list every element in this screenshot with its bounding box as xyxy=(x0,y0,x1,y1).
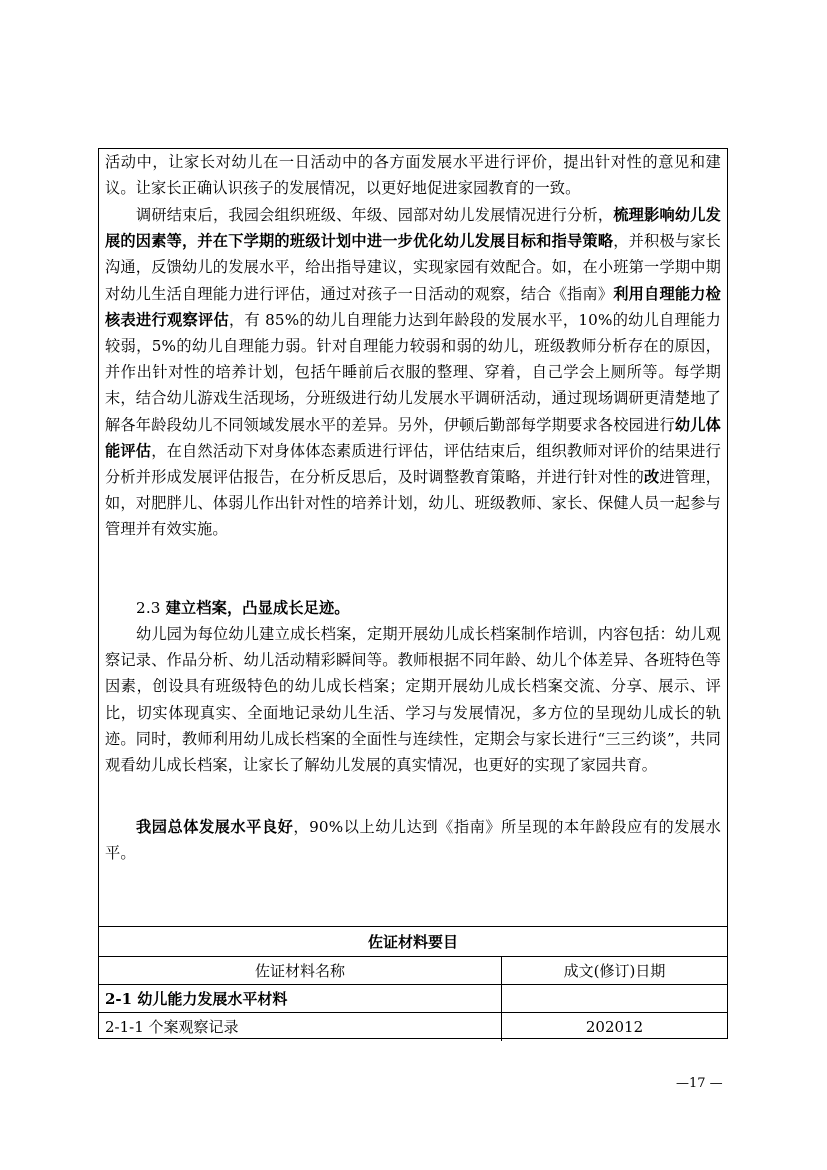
bold-text-segment: 利用自理能力检核表进行观察评估 xyxy=(105,284,721,329)
row-date xyxy=(502,985,727,1012)
content-cell xyxy=(99,149,727,927)
header-name: 佐证材料名称 xyxy=(99,957,502,984)
text-segment: ，有 85%的幼儿自理能力达到年龄段的发展水平，10%的幼儿自理能力较弱，5%的幼儿自理能力弱。针对自理能力较弱和弱的幼儿，班级教师分析存在的原因，并作出针对性的培养计划，包括午睡前后衣服的整理、穿着，自己学会上厕所等。每学期末，结合幼儿游戏生活现场，分班级进行幼儿发展水平调研活动，通过现场调研更清楚地了解各年龄段幼儿不同领域发展水平的差异。另外，伊顿后勤部每学期要求各校园进行 xyxy=(105,310,721,434)
evidence-table-header xyxy=(99,957,727,985)
text-segment: ，90%以上幼儿达到《指南》所呈现的本年龄段应有的发展水平。 xyxy=(105,818,721,863)
text-segment: 幼儿园为每位幼儿建立成长档案，定期开展幼儿成长档案制作培训，内容包括：幼儿观察记录、作品分析、幼儿活动精彩瞬间等。教师根据不同年龄、幼儿个体差异、各班特色等因素，创设具有班级特色的幼儿成长档案；定期开展幼儿成长档案交流、分享、展示、评比，切实体现真实、全面地记录幼儿生活、学习与发展情况，多方位的呈现幼儿成长的轨迹。同时，教师利用幼儿成长档案的全面性与连续性，定期会与家长进行“三三约谈”，共同观看幼儿成长档案，让家长了解幼儿发展的真实情况，也更好的实现了家园共育。 xyxy=(105,625,721,775)
text-segment: ，并积极与家长沟通，反馈幼儿的发展水平，给出指导建议，实现家园有效配合。如，在小班第一学期中期对幼儿生活自理能力进行评估，通过对孩子一日活动的观察，结合《指南》 xyxy=(105,232,721,303)
table-row xyxy=(99,985,727,1013)
paragraph-4 xyxy=(105,621,721,778)
document-frame xyxy=(98,148,728,1039)
paragraph-1 xyxy=(105,149,721,201)
table-row xyxy=(99,1013,727,1041)
text-segment: 调研结束后，我园会组织班级、年级、园部对幼儿发展情况进行分析， xyxy=(136,206,614,224)
text-segment: 活动中，让家长对幼儿在一日活动中的各方面发展水平进行评价，提出针对性的意见和建议。让家长正确认识孩子的发展情况，以更好地促进家园教育的一致。 xyxy=(105,153,721,198)
row-name: 2-1-1 个案观察记录 xyxy=(99,1013,502,1041)
bold-text-segment: 建立档案，凸显成长足迹。 xyxy=(165,599,350,617)
header-date: 成文(修订)日期 xyxy=(563,962,666,980)
row-date: 202012 xyxy=(585,1018,644,1036)
row-name: 2-1 幼儿能力发展水平材料 xyxy=(99,985,502,1012)
text-segment: 2.3 xyxy=(136,599,166,617)
bold-text-segment: 幼儿体能评估 xyxy=(105,415,721,460)
paragraph-5 xyxy=(105,814,721,866)
bold-text-segment: 梳理影响幼儿发展的因素等，并在下学期的班级计划中进一步优化幼儿发展目标和指导策略 xyxy=(105,206,721,251)
text-segment: 进管理，如，对肥胖儿、体弱儿作出针对性的培养计划，幼儿、班级教师、家长、保健人员一起参与管理并有效实施。 xyxy=(105,468,721,539)
evidence-table-title: 佐证材料要目 xyxy=(99,927,727,957)
paragraph-3 xyxy=(105,595,721,621)
paragraph-2 xyxy=(105,202,721,543)
page-number: —17 — xyxy=(676,1076,723,1091)
bold-text-segment: 改 xyxy=(644,468,660,487)
bold-text-segment: 我园总体发展水平良好 xyxy=(136,818,294,836)
text-segment: ，在自然活动下对身体体态素质进行评估，评估结束后，组织教师对评价的结果进行分析并形成发展评估报告，在分析反思后，及时调整教育策略，并进行针对性的 xyxy=(105,441,721,487)
